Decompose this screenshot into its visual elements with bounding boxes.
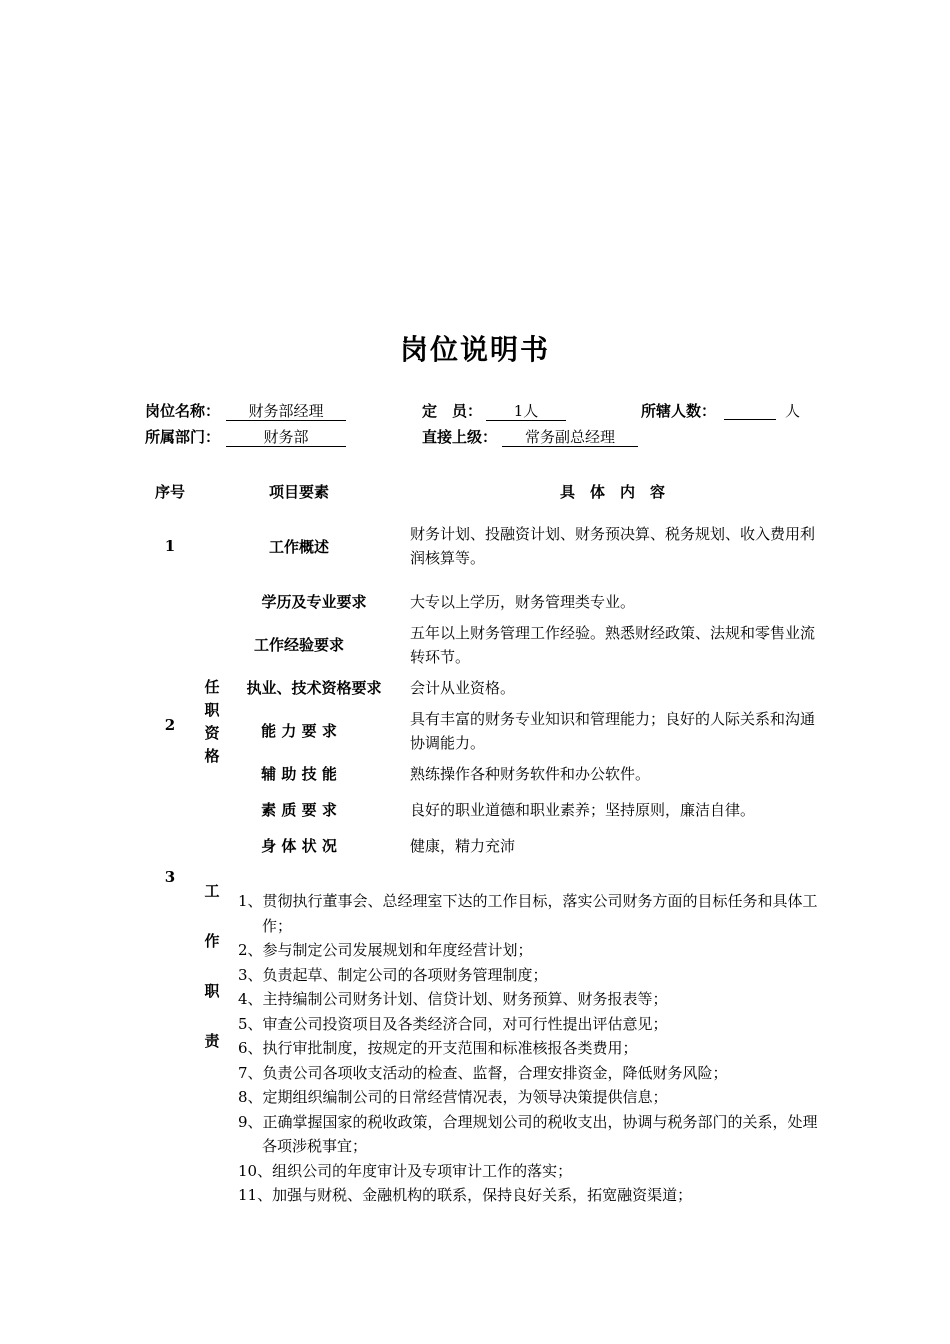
row3-group-char: 责 [204,1032,220,1050]
quota-label: 定 员： [422,402,483,420]
superior-label: 直接上级： [422,428,498,446]
row3-seq: 3 [164,868,176,886]
row1-seq: 1 [164,537,176,555]
duty-item: 1、贯彻执行董事会、总经理室下达的工作目标，落实公司财务方面的目标任务和具体工作； [238,892,818,935]
qualification-item-label: 辅 助 技 能 [261,765,337,783]
qualification-item-content: 良好的职业道德和职业素养；坚持原则，廉洁自律。 [410,801,756,819]
quota-value [486,401,566,421]
qualification-item-content: 具有丰富的财务专业知识和管理能力；良好的人际关系和沟通协调能力。 [410,710,816,752]
subordinates-label: 所辖人数： [641,402,717,420]
superior-value [502,427,638,447]
dept-label: 所属部门： [145,428,221,446]
qualification-item-label: 学历及专业要求 [261,593,367,611]
column-header-content: 具 体 内 容 [559,483,665,501]
row2-group-label [202,676,222,768]
row3-group-char: 工 [204,882,220,900]
duty-item: 8、定期组织编制公司的日常经营情况表，为领导决策提供信息； [238,1088,668,1106]
row2-group-char: 资 [204,724,220,742]
dept-value [226,427,346,447]
row1-item: 工作概述 [268,538,329,556]
subordinates-text [724,401,776,420]
row2-group-char: 职 [204,701,220,719]
post-name-label: 岗位名称： [145,402,221,420]
duty-item: 6、执行审批制度，按规定的开支范围和标准核报各类费用； [238,1039,638,1057]
duty-item: 2、参与制定公司发展规划和年度经营计划； [238,941,533,959]
page-title: 岗位说明书 [399,333,550,366]
qualification-item-content: 五年以上财务管理工作经验。熟悉财经政策、法规和零售业流转环节。 [410,624,816,666]
column-header-item: 项目要素 [268,483,329,501]
qualification-item-label: 能 力 要 求 [261,722,337,740]
subordinates-unit: 人 [785,402,801,420]
row1-content: 财务计划、投融资计划、财务预决算、税务规划、收入费用利润核算等。 [410,525,816,567]
qualification-item-content: 健康，精力充沛 [410,837,516,855]
duty-item: 7、负责公司各项收支活动的检查、监督，合理安排资金，降低财务风险； [238,1063,728,1082]
row3-group-char: 职 [204,982,220,1000]
row2-group-char: 任 [204,678,220,696]
qualification-item-content: 会计从业资格。 [410,679,516,697]
column-header-seq: 序号 [154,483,185,501]
subordinates-value [724,401,776,425]
qualification-item-label: 身 体 状 况 [261,837,337,855]
post-name-text: 财务部经理 [226,402,346,421]
quota-text: 1人 [486,402,566,421]
post-name-value [226,401,346,421]
row3-group-label [202,866,222,1066]
qualification-item-label: 工作经验要求 [253,636,344,654]
duty-item: 5、审查公司投资项目及各类经济合同，对可行性提出评估意见； [238,1014,668,1033]
row3-group-char: 作 [204,932,220,950]
duty-item: 11、加强与财税、金融机构的联系，保持良好关系，拓宽融资渠道； [238,1186,693,1204]
qualification-item-content: 大专以上学历，财务管理类专业。 [410,593,636,611]
duty-item: 4、主持编制公司财务计划、信贷计划、财务预算、财务报表等； [238,990,668,1008]
row2-group-char: 格 [204,747,220,765]
qualification-item-content: 熟练操作各种财务软件和办公软件。 [410,765,651,783]
qualification-item-label: 素 质 要 求 [261,801,337,819]
row2-seq: 2 [164,716,176,734]
duty-list [238,889,818,1208]
qualification-item-label: 执业、技术资格要求 [246,679,382,697]
dept-text: 财务部 [226,428,346,447]
superior-text: 常务副总经理 [502,428,638,447]
duty-item: 9、正确掌握国家的税收政策，合理规划公司的税收支出，协调与税务部门的关系，处理各项涉税事宜； [238,1112,818,1155]
duty-item: 10、组织公司的年度审计及专项审计工作的落实； [238,1161,573,1180]
duty-item: 3、负责起草、制定公司的各项财务管理制度； [238,965,548,984]
